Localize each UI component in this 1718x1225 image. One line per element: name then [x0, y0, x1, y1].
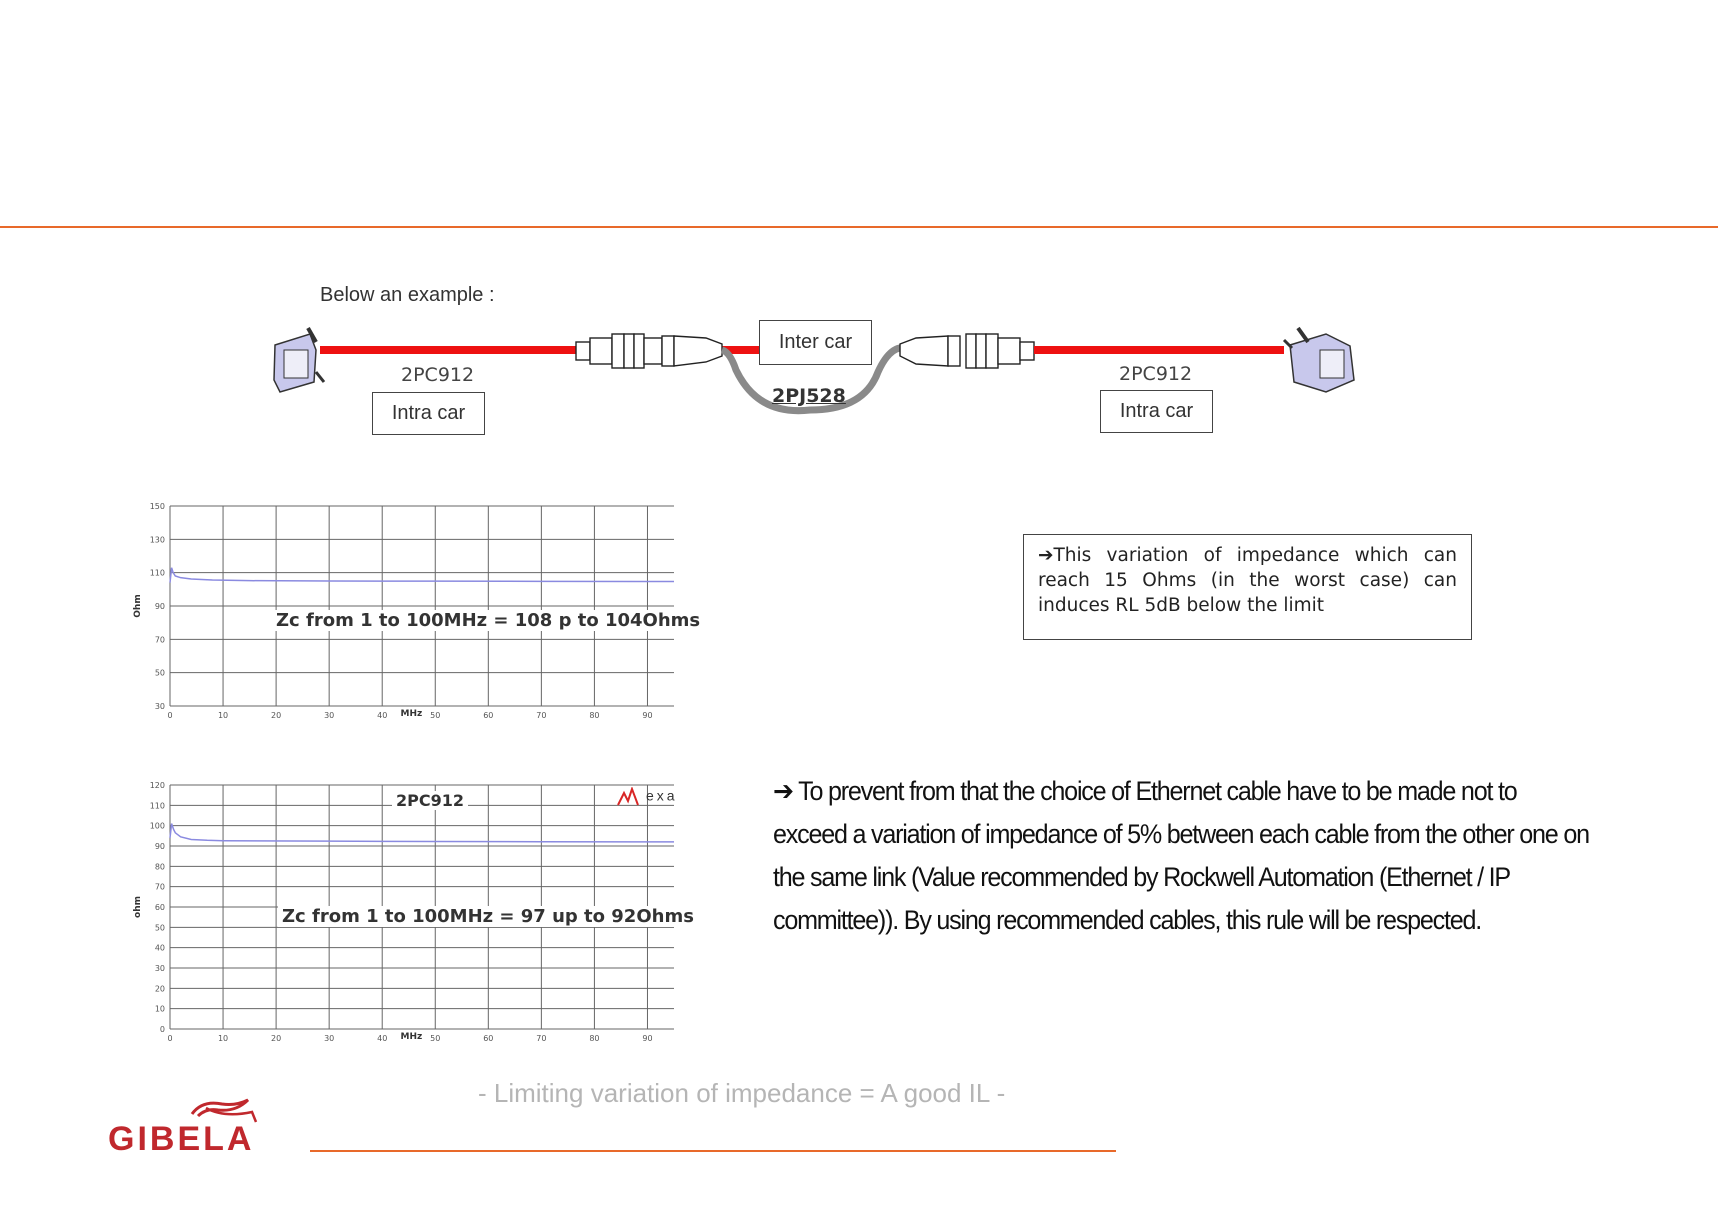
chart-top-annotation: Zc from 1 to 100MHz = 108 p to 104Ohms: [272, 610, 704, 631]
left-m12-connector-icon: [576, 334, 722, 368]
y-tick-label: 110: [149, 801, 165, 811]
intro-text: Below an example :: [320, 284, 495, 306]
x-tick-label: 60: [483, 1034, 494, 1043]
x-tick-label: 90: [642, 711, 653, 720]
y-tick-label: 80: [154, 862, 165, 872]
left-intra-car-box: Intra car: [372, 392, 485, 435]
x-tick-label: 10: [217, 1034, 229, 1043]
x-tick-label: 20: [271, 1034, 282, 1043]
y-tick-label: 30: [154, 964, 165, 973]
x-tick-label: 70: [536, 1034, 547, 1043]
y-tick-label: 150: [149, 502, 165, 511]
y-tick-label: 70: [154, 635, 165, 645]
x-tick-label: 80: [589, 1034, 600, 1043]
right-intra-cable: [1034, 346, 1284, 354]
y-tick-label: 40: [154, 943, 165, 953]
x-tick-label: 10: [217, 711, 229, 720]
impedance-series-line: [170, 568, 674, 583]
x-tick-label: 80: [589, 711, 600, 720]
x-tick-label: 0: [167, 711, 173, 720]
x-tick-label: 30: [324, 1034, 335, 1043]
x-axis-label: MHz: [400, 709, 423, 719]
right-part-number: 2PC912: [1119, 363, 1193, 385]
y-tick-label: 30: [154, 702, 165, 711]
x-tick-label: 90: [642, 1034, 653, 1043]
inter-car-box: Inter car: [759, 320, 872, 365]
x-tick-label: 60: [483, 711, 494, 720]
tagline: - Limiting variation of impedance = A good IL -: [478, 1078, 1006, 1108]
gibela-logo: [106, 1092, 286, 1154]
x-axis-label: MHz: [400, 1032, 423, 1042]
brand-text: exa: [646, 787, 678, 804]
y-tick-label: 10: [154, 1004, 165, 1014]
impedance-note-box: ➔This variation of impedance which can reach 15 Ohms (in the worst case) can induces RL 5dB below the limit: [1023, 534, 1472, 640]
y-tick-label: 60: [154, 903, 165, 912]
x-tick-label: 20: [271, 711, 282, 720]
y-tick-label: 50: [154, 668, 165, 678]
y-tick-label: 20: [154, 984, 165, 994]
right-db9-connector-icon: [1284, 328, 1354, 392]
y-axis-label: ohm: [133, 896, 143, 918]
right-m12-connector-icon: [900, 334, 1034, 368]
chart-bottom-brand: [616, 787, 678, 807]
y-tick-label: 110: [149, 568, 165, 578]
y-tick-label: 130: [149, 535, 165, 545]
y-tick-label: 90: [154, 602, 165, 611]
chart-bottom-annotation: Zc from 1 to 100MHz = 97 up to 92Ohms: [278, 906, 698, 927]
y-tick-label: 70: [154, 882, 165, 892]
left-db9-connector-icon: [274, 328, 324, 392]
footer-divider: [310, 1150, 1116, 1152]
x-tick-label: 50: [430, 711, 441, 720]
x-tick-label: 70: [536, 711, 547, 720]
x-tick-label: 50: [430, 1034, 441, 1043]
header-divider: [0, 226, 1718, 228]
x-tick-label: 0: [167, 1034, 173, 1043]
y-axis-label: Ohm: [133, 594, 143, 618]
y-tick-label: 100: [149, 821, 165, 831]
y-tick-label: 50: [154, 923, 165, 933]
impedance-series-line: [170, 824, 674, 842]
nexans-logo-icon: [616, 787, 646, 807]
left-part-number: 2PC912: [401, 364, 475, 386]
y-tick-label: 0: [159, 1025, 165, 1034]
chart-bottom-title: 2PC912: [392, 791, 468, 810]
x-tick-label: 40: [377, 1034, 388, 1043]
right-intra-car-box: Intra car: [1100, 390, 1213, 433]
y-tick-label: 90: [154, 842, 165, 851]
logo-wordmark: GIBELA: [108, 1120, 255, 1154]
x-tick-label: 30: [324, 711, 335, 720]
y-tick-label: 120: [149, 781, 165, 790]
middle-part-number: 2PJ528: [772, 385, 846, 407]
recommendation-text: ➔ To prevent from that the choice of Ethernet cable have to be made not to exceed a variation of impedance of 5% between each cable from the other one on the same link (Value recommended by Rockwell Automation (Ethernet / IP committee)). By using recommended cables, this rule will be respected.: [773, 776, 1589, 935]
x-tick-label: 40: [377, 711, 388, 720]
